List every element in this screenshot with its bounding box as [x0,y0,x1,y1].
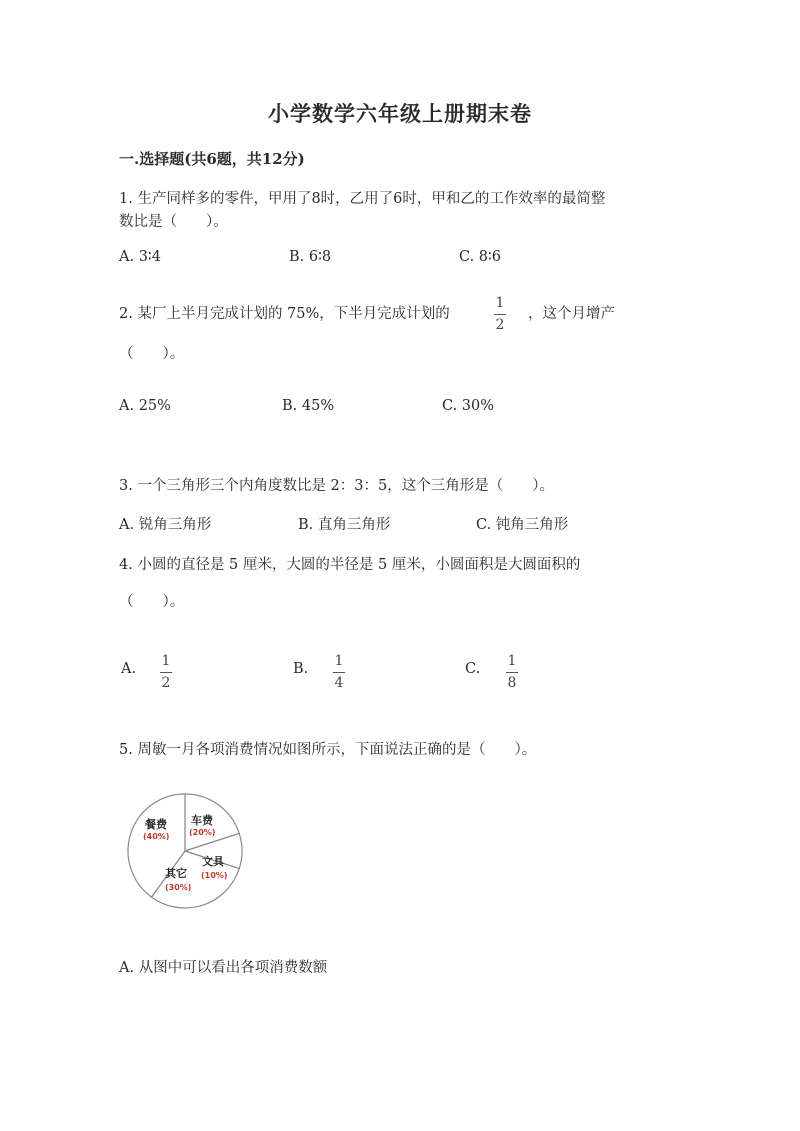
question-5-line1: 5. 周敏一月各项消费情况如图所示，下面说法正确的是（ ）。 [119,742,537,758]
fraction-bar [160,672,172,673]
pie-label-stationery: 文具 [202,855,224,868]
question-2-line1: 2. 某厂上半月完成计划的 75%，下半月完成计划的 [119,306,450,322]
question-2-option-c[interactable]: C. 30% [442,398,495,414]
question-1-line2: 数比是（ ）。 [119,214,228,230]
option-letter: B. [293,661,309,677]
question-3-option-c[interactable]: C. 钝角三角形 [476,517,569,533]
question-2-line1-end: ，这个月增产 [528,306,615,322]
section-heading: 一.选择题(共6题，共12分) [119,150,305,168]
question-4-option-a-fraction [160,654,172,690]
fraction-bar [494,314,506,315]
option-letter: C. [465,661,481,677]
question-2-fraction [494,296,506,332]
question-4-line2: （ ）。 [119,594,185,610]
fraction-denominator: 2 [495,317,505,333]
question-3-option-a[interactable]: A. 锐角三角形 [119,517,212,533]
question-3-line1: 3. 一个三角形三个内角度数比是 2：3：5，这个三角形是（ ）。 [119,478,554,494]
fraction-bar [333,672,345,673]
fraction-numerator: 1 [507,653,517,669]
option-letter: A. [121,661,137,677]
pie-label-other: 其它 [165,867,187,880]
fraction-numerator: 1 [161,653,171,669]
fraction-numerator: 1 [495,295,505,311]
question-4-option-c-fraction [506,654,518,690]
question-4-option-a[interactable] [121,661,136,677]
question-1-option-b[interactable]: B. 6∶8 [289,249,332,265]
question-4-option-b[interactable] [293,661,308,677]
question-4-option-c[interactable] [465,661,480,677]
pie-label-dining: 餐费 [145,818,167,831]
question-2-option-a[interactable]: A. 25% [119,398,171,414]
pie-pct-stationery: (10%) [201,871,228,880]
question-2-option-b[interactable]: B. 45% [282,398,335,414]
question-2-line2: （ ）。 [119,346,185,362]
pie-chart [123,793,253,915]
pie-chart-svg [123,793,253,915]
pie-pct-other: (30%) [165,883,192,892]
pie-label-transport: 车费 [191,814,213,827]
fraction-denominator: 2 [161,675,171,691]
fraction-numerator: 1 [334,653,344,669]
fraction-bar [506,672,518,673]
question-4-option-b-fraction [333,654,345,690]
pie-pct-transport: (20%) [189,828,216,837]
question-5-option-a[interactable]: A. 从图中可以看出各项消费数额 [119,960,328,976]
question-1-line1: 1. 生产同样多的零件，甲用了8时，乙用了6时，甲和乙的工作效率的最简整 [119,191,606,207]
fraction-denominator: 8 [507,675,517,691]
question-1-option-c[interactable]: C. 8∶6 [459,249,502,265]
fraction-denominator: 4 [334,675,344,691]
pie-pct-dining: (40%) [143,832,170,841]
question-3-option-b[interactable]: B. 直角三角形 [298,517,391,533]
question-4-line1: 4. 小圆的直径是 5 厘米，大圆的半径是 5 厘米，小圆面积是大圆面积的 [119,557,581,573]
question-1-option-a[interactable]: A. 3∶4 [119,249,161,265]
page-title: 小学数学六年级上册期末卷 [268,101,532,126]
